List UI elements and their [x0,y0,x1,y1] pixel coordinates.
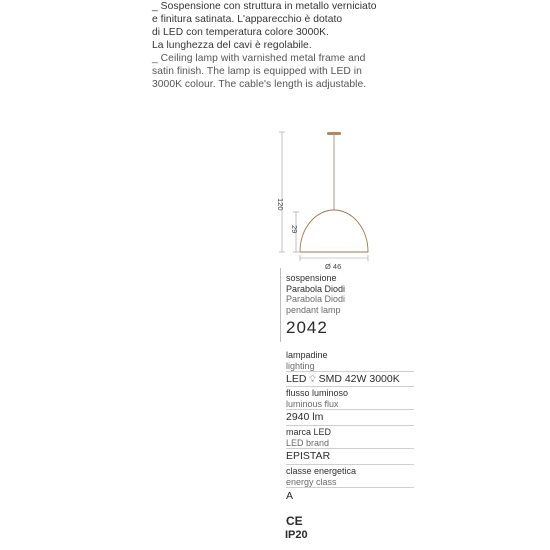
description-en-line-3: 3000K colour. The cable's length is adjustable. [152,79,367,90]
product-type-en: pendant lamp [286,304,341,315]
lamp-shade [300,210,368,252]
brand-label [286,427,331,448]
energy-value: A [286,490,294,502]
bulbs-value [286,373,400,385]
total-height-label: 120 [276,198,285,211]
energy-label-en: energy class [286,476,337,487]
flux-label-it: flusso luminoso [286,388,349,398]
description-it-line-4: La lunghezza del cavi è regolabile. [152,40,312,51]
lamp-bulb-icon: 💡︎ [309,374,316,384]
brand-label-en: LED brand [286,437,330,448]
product-name-block [286,273,345,315]
product-type-it: sospensione [286,273,337,283]
flux-value: 2940 lm [286,411,324,423]
description-it-line-1: _ Sospensione con struttura in metallo verniciato [152,1,377,12]
description-it-line-2: e finitura satinata. L'apparecchio è dotato [152,14,343,25]
energy-label [286,466,356,487]
ceiling-canopy [327,132,341,135]
flux-label-en: luminous flux [286,398,339,409]
brand-label-it: marca LED [286,427,332,437]
divider [286,371,414,372]
ip-rating: IP20 [285,529,308,541]
brand-value: EPISTAR [286,450,331,462]
divider [286,386,414,387]
bulbs-label [286,350,328,371]
energy-label-it: classe energetica [286,466,357,476]
divider [286,448,414,449]
lamp-technical-drawing [268,128,388,270]
bulbs-label-en: lighting [286,360,315,371]
flux-label [286,388,348,409]
product-name-it: Parabola Diodi [286,283,346,294]
ce-mark: CE [286,514,303,528]
description-en-line-1: _ Ceiling lamp with varnished metal frame and [152,53,366,64]
divider [286,425,414,426]
description-en-line-2: satin finish. The lamp is equipped with LED in [152,66,362,77]
product-name-en: Parabola Diodi [286,294,346,304]
description-it-line-3: di LED con temperatura colore 3000K. [152,27,329,38]
divider [286,409,414,410]
diameter-label: Ø 46 [325,262,342,270]
divider [286,464,414,465]
bulbs-value-type: LED [286,373,307,385]
product-code: 2042 [286,318,328,337]
product-divider [280,268,281,342]
bulbs-label-it: lampadine [286,350,328,360]
product-description [152,0,392,91]
bulbs-value-spec: SMD 42W 3000K [318,373,400,385]
divider [286,487,414,488]
shade-height-label: 29 [290,225,299,234]
